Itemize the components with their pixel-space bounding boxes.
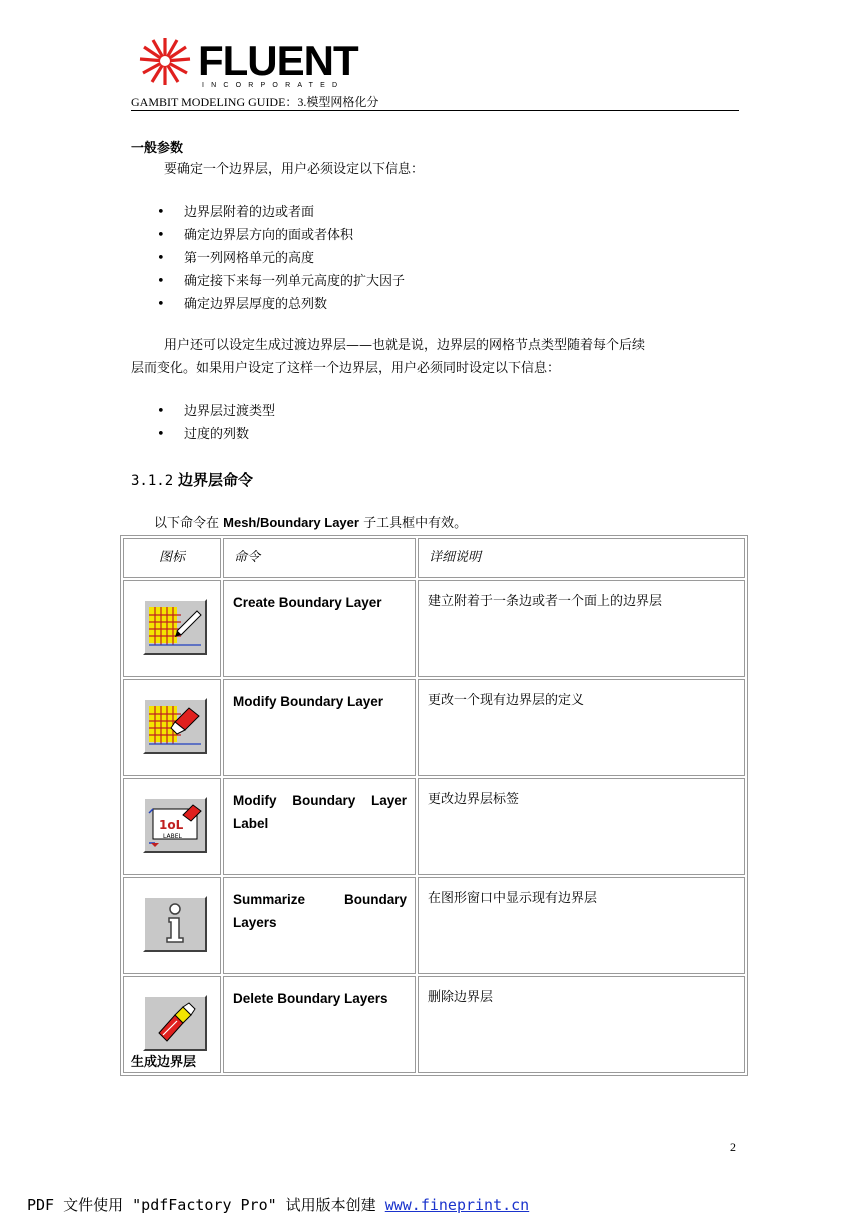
logo-subtitle: INCORPORATED [202, 82, 345, 89]
footer-text: PDF 文件使用 "pdfFactory Pro" 试用版本创建 [27, 1196, 385, 1214]
command-description: 更改边界层标签 [418, 778, 745, 875]
boundary-layer-commands-table [120, 535, 748, 1076]
footer-link[interactable]: www.fineprint.cn [384, 1196, 530, 1214]
command-name: Delete Boundary Layers [223, 976, 416, 1073]
table-row [123, 580, 745, 677]
create-boundary-layer-heading: 生成边界层 [131, 1055, 197, 1070]
transition-info-list [157, 400, 275, 446]
create-boundary-layer-icon[interactable] [143, 599, 207, 655]
modify-boundary-layer-label-icon[interactable] [143, 797, 207, 853]
general-params-heading: 一般参数 [131, 141, 184, 156]
list-item: • 边界层附着的边或者面 [157, 205, 315, 220]
command-name: Modify Boundary Layer [223, 679, 416, 776]
pdf-footer [27, 1194, 529, 1215]
section-title [131, 469, 253, 490]
logo-wordmark: FLUENT [198, 37, 358, 84]
header-icon: 图标 [123, 538, 221, 578]
list-item: • 第一列网格单元的高度 [157, 251, 315, 266]
list-item: • 确定边界层厚度的总列数 [157, 297, 328, 312]
modify-boundary-layer-icon[interactable] [143, 698, 207, 754]
command-name-continued: Layers [233, 915, 277, 930]
required-info-list [157, 201, 405, 316]
transition-paragraph-line2: 层而变化。如果用户设定了这样一个边界层，用户必须同时设定以下信息： [131, 361, 561, 376]
section-heading: 边界层命令 [177, 471, 253, 489]
command-description: 建立附着于一条边或者一个面上的边界层 [418, 580, 745, 677]
list-item: • 确定边界层方向的面或者体积 [157, 228, 354, 243]
svg-text:LABEL: LABEL [163, 833, 182, 840]
command-name: Modify Boundary Layer [233, 793, 407, 808]
command-description: 更改一个现有边界层的定义 [418, 679, 745, 776]
header-description: 详细说明 [418, 538, 745, 578]
fluent-logo-icon [133, 36, 197, 86]
header-command: 命令 [223, 538, 416, 578]
svg-text:1oL: 1oL [159, 818, 184, 832]
table-row [123, 976, 745, 1073]
summarize-boundary-layers-icon[interactable] [143, 896, 207, 952]
section-number: 3.1.2 [131, 473, 174, 489]
section-intro: 以下命令在 Mesh/Boundary Layer 子工具框中有效。 [154, 515, 468, 531]
general-params-intro: 要确定一个边界层，用户必须设定以下信息： [164, 162, 425, 177]
list-item: • 边界层过渡类型 [157, 404, 276, 419]
table-row [123, 679, 745, 776]
table-row [123, 778, 745, 875]
delete-boundary-layers-icon[interactable] [143, 995, 207, 1051]
guide-title: GAMBIT MODELING GUIDE：3.模型网格化分 [131, 95, 379, 109]
page-number: 2 [730, 1140, 736, 1154]
list-item: • 确定接下来每一列单元高度的扩大因子 [157, 274, 406, 289]
submenu-path: Mesh/Boundary Layer [223, 515, 359, 530]
table-row [123, 877, 745, 974]
table-header-row [123, 538, 745, 578]
transition-paragraph-line1: 用户还可以设定生成过渡边界层——也就是说，边界层的网格节点类型随着每个后续 [164, 338, 646, 353]
command-description: 删除边界层 [418, 976, 745, 1073]
command-name: Summarize Boundary [233, 892, 407, 907]
list-item: • 过度的列数 [157, 427, 250, 442]
header-divider [131, 110, 739, 111]
command-name-continued: Label [233, 816, 269, 831]
command-name: Create Boundary Layer [223, 580, 416, 677]
command-description: 在图形窗口中显示现有边界层 [418, 877, 745, 974]
